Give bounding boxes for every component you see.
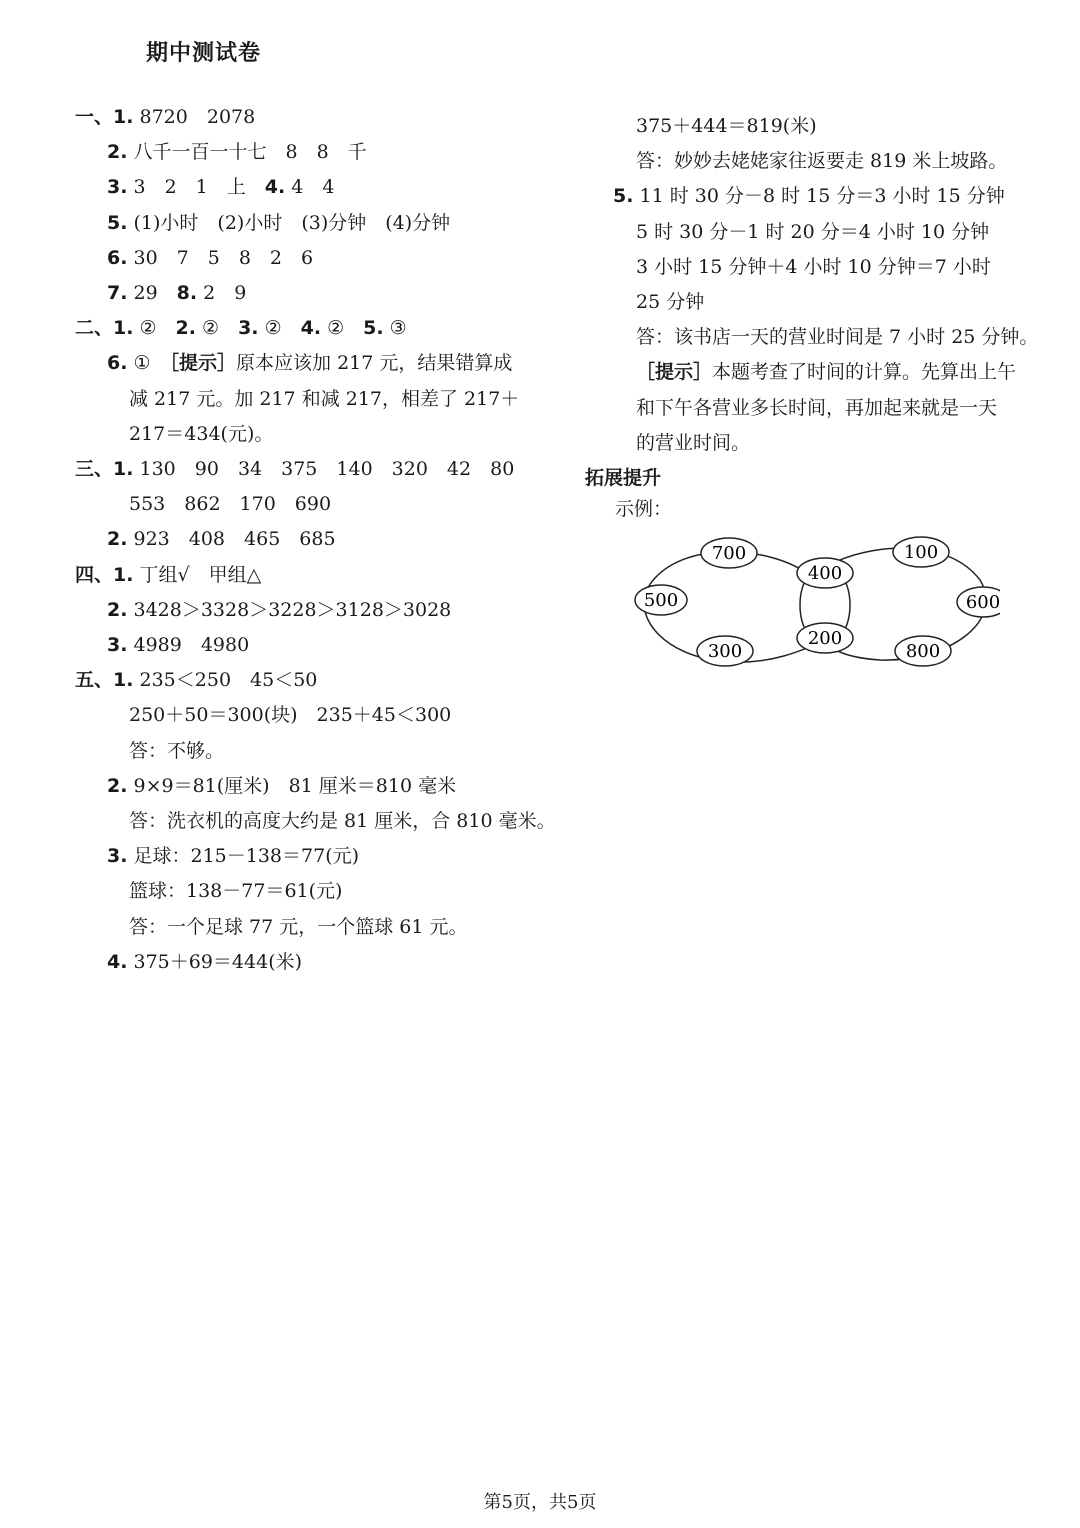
- answer-line: [107, 245, 313, 271]
- answer-text: 丁组√ 甲组△: [133, 563, 262, 586]
- answer-text: 答：洗衣机的高度大约是 81 厘米，合 810 毫米。: [129, 810, 556, 832]
- answer-text: 答：该书店一天的营业时间是 7 小时 25 分钟。: [636, 326, 1039, 349]
- node-value: 800: [905, 641, 941, 662]
- answer-line: [636, 219, 989, 245]
- node: [957, 587, 1000, 617]
- answer-line: [129, 421, 273, 447]
- node: [893, 537, 949, 567]
- answer-line: [107, 350, 512, 376]
- item-number: 1.: [113, 317, 134, 340]
- item-number: 2.: [107, 774, 128, 797]
- answer-text: 553 862 170 690: [129, 493, 332, 516]
- answer-text: 5 时 30 分－1 时 20 分＝4 小时 10 分钟: [636, 220, 990, 243]
- answer-line: [107, 526, 336, 552]
- answer-line: [636, 430, 750, 456]
- hint-label: ［提示］: [636, 361, 713, 384]
- item-number: 5.: [107, 211, 128, 234]
- item-number: 3.: [107, 845, 128, 868]
- item-number: 6.: [107, 352, 128, 375]
- answer-text: ②: [196, 317, 239, 340]
- answer-line: [107, 210, 450, 236]
- page-footer: 第5页，共5页: [483, 1492, 597, 1513]
- node-value: 200: [807, 628, 843, 649]
- answer-line: [107, 949, 302, 975]
- example-label: 示例：: [615, 498, 673, 520]
- item-number: 6.: [107, 246, 128, 269]
- answer-line: [636, 395, 997, 421]
- item-number: 2.: [107, 528, 128, 551]
- answer-line: [129, 738, 224, 764]
- item-number: 4.: [300, 317, 322, 340]
- answer-text: 本题考查了时间的计算。先算出上午: [712, 361, 1017, 384]
- node-value: 300: [707, 641, 743, 662]
- answer-line: [636, 148, 1007, 174]
- item-number: 2.: [107, 141, 128, 164]
- answer-text: 足球：215－138＝77(元): [127, 845, 360, 868]
- answer-line: [107, 597, 451, 623]
- item-number: 4.: [107, 950, 128, 973]
- answer-text: 25 分钟: [636, 291, 705, 313]
- item-number: 5.: [363, 317, 384, 340]
- answer-text: 和下午各营业多长时间，再加起来就是一天: [636, 396, 998, 419]
- answer-line: [129, 386, 519, 412]
- node: [635, 585, 687, 615]
- answer-line: [636, 113, 817, 139]
- answer-text: 4989 4980: [127, 634, 250, 656]
- item-number: 2.: [107, 598, 128, 621]
- answer-line: [75, 562, 261, 588]
- node: [797, 623, 853, 653]
- answer-line: [107, 773, 456, 799]
- node: [895, 636, 951, 666]
- node-value: 700: [711, 543, 747, 564]
- answer-text: 9×9＝81(厘米) 81 厘米＝810 毫米: [127, 774, 457, 797]
- answer-line: [75, 104, 255, 130]
- answer-text: 的营业时间。: [636, 431, 751, 454]
- answer-text: 250＋50＝300(块) 235＋45＜300: [129, 704, 452, 727]
- answer-line: [129, 491, 331, 517]
- answer-line: [75, 456, 514, 482]
- answer-text: 4 4: [285, 176, 335, 199]
- answer-text: 原本应该加 217 元，结果错算成: [236, 352, 513, 375]
- item-number: 3.: [238, 317, 259, 340]
- answer-text: 217＝434(元)。: [129, 422, 274, 445]
- answer-text: 3428＞3328＞3228＞3128＞3028: [127, 598, 452, 621]
- answer-line: [129, 702, 451, 728]
- item-number: 3.: [107, 634, 128, 656]
- section-number: 二、: [75, 317, 114, 340]
- answer-text: 11 时 30 分－8 时 15 分＝3 小时 15 分钟: [633, 185, 1005, 208]
- extension-title: 拓展提升: [585, 467, 662, 489]
- answer-text: ①: [127, 352, 170, 375]
- answer-line: [129, 808, 556, 834]
- node: [697, 636, 753, 666]
- item-number: 1.: [113, 563, 134, 586]
- item-number: 8.: [176, 282, 198, 304]
- answer-text: 29: [127, 282, 177, 304]
- item-number: 3.: [107, 176, 128, 199]
- node: [797, 558, 853, 588]
- answer-text: 2 9: [197, 282, 247, 304]
- answer-line: [636, 324, 1038, 350]
- answer-text: ②: [321, 317, 364, 340]
- page-title: 期中测试卷: [146, 41, 262, 66]
- number-ring-diagram: [620, 530, 1000, 680]
- item-number: 1.: [113, 458, 134, 480]
- item-number: 7.: [107, 282, 128, 304]
- hint-label: ［提示］: [169, 352, 237, 375]
- answer-line: [636, 359, 1016, 385]
- answer-line: [613, 183, 1005, 209]
- answer-line: [129, 914, 468, 940]
- item-number: 1.: [113, 106, 134, 128]
- answer-line: [107, 139, 367, 165]
- answer-text: 答：不够。: [129, 739, 225, 762]
- answer-line: [107, 280, 246, 306]
- answer-text: 923 408 465 685: [127, 528, 336, 551]
- section-number: 五、: [75, 669, 114, 692]
- section-number: 三、: [75, 458, 114, 480]
- answer-line: [75, 315, 407, 341]
- answer-text: 8720 2078: [133, 106, 256, 128]
- node-value: 400: [807, 563, 843, 584]
- answer-text: 235＜250 45＜50: [133, 669, 318, 692]
- answer-text: 375＋69＝444(米): [127, 950, 303, 973]
- node-value: 600: [965, 592, 1000, 613]
- answer-text: 375＋444＝819(米): [636, 115, 817, 137]
- answer-line: [107, 843, 359, 869]
- item-number: 5.: [613, 185, 634, 208]
- answer-line: [636, 289, 704, 315]
- answer-line: [636, 254, 991, 280]
- answer-text: 3 小时 15 分钟＋4 小时 10 分钟＝7 小时: [636, 255, 991, 278]
- answer-text: 篮球：138－77＝61(元): [129, 880, 343, 903]
- answer-text: ②: [258, 317, 301, 340]
- answer-text: ③: [383, 317, 407, 340]
- answer-text: 减 217 元。加 217 和减 217，相差了 217＋: [129, 387, 520, 410]
- item-number: 1.: [113, 669, 134, 692]
- answer-line: [107, 632, 249, 658]
- item-number: 4.: [264, 176, 286, 199]
- section-number: 四、: [75, 563, 114, 586]
- answer-text: 答：妙妙去姥姥家往返要走 819 米上坡路。: [636, 150, 1008, 173]
- item-number: 2.: [175, 317, 196, 340]
- node-value: 500: [643, 590, 679, 611]
- node-value: 100: [903, 542, 939, 563]
- answer-text: 3 2 1 上: [127, 176, 265, 199]
- answer-text: 八千一百一十七 8 8 千: [127, 141, 367, 164]
- answer-text: 答：一个足球 77 元，一个篮球 61 元。: [129, 915, 468, 938]
- answer-line: [129, 878, 342, 904]
- answer-line: [107, 174, 334, 200]
- node: [701, 538, 757, 568]
- answer-text: 30 7 5 8 2 6: [127, 246, 314, 269]
- answer-text: 130 90 34 375 140 320 42 80: [133, 458, 515, 480]
- section-number: 一、: [75, 106, 114, 128]
- answer-text: ②: [133, 317, 176, 340]
- answer-line: [75, 667, 317, 693]
- answer-text: (1)小时 (2)小时 (3)分钟 (4)分钟: [127, 211, 451, 234]
